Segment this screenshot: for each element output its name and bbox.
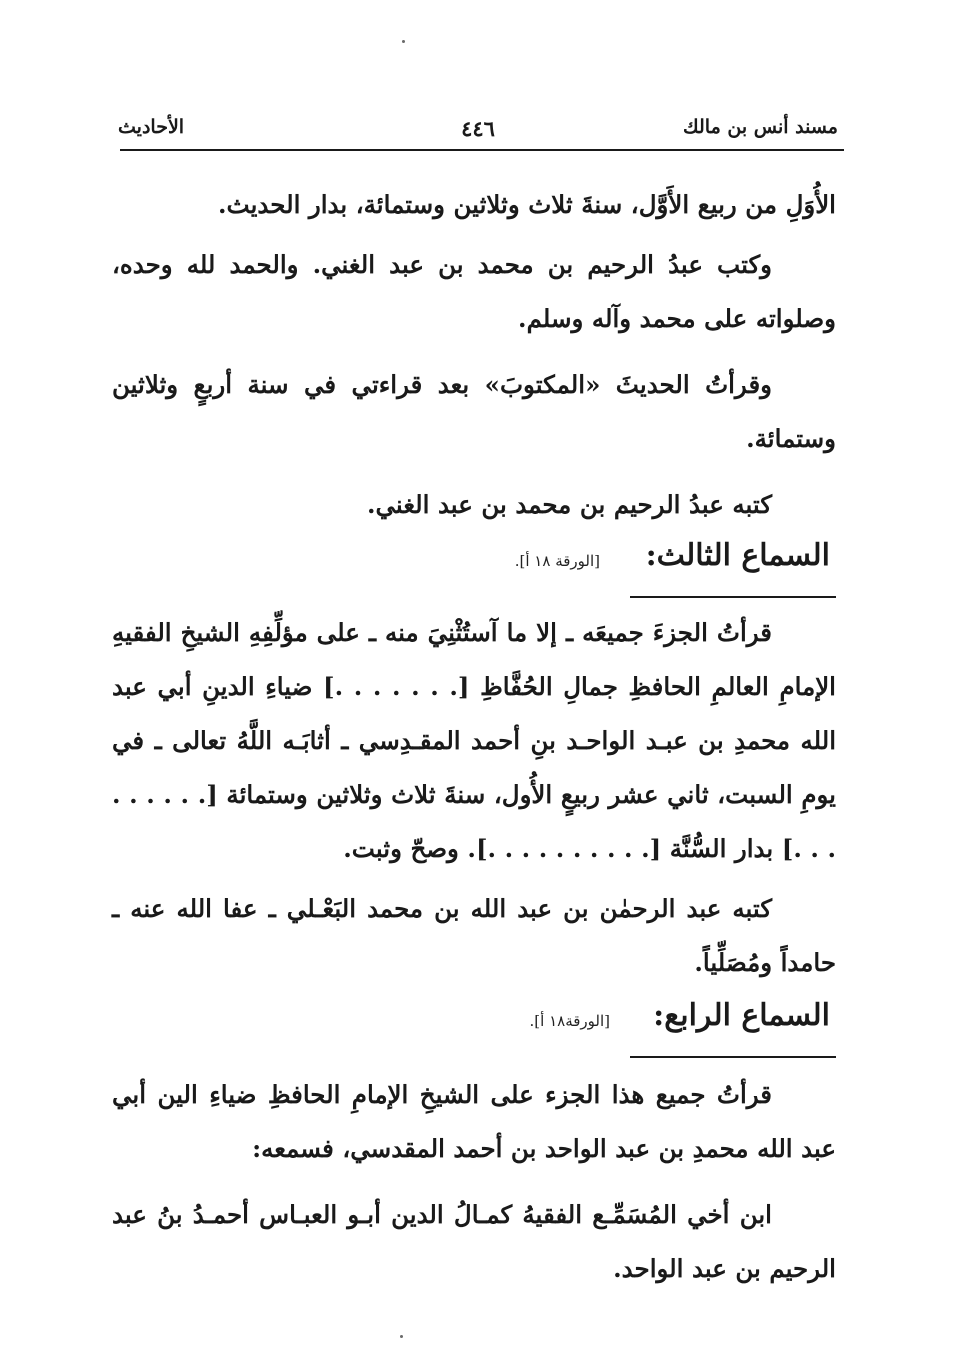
section-heading-third xyxy=(396,538,836,598)
paragraph-2: وكتب عبدُ الرحيم بن محمد بن عبد الغني. والحمد لله وحده، وصلواته على محمد وآله وسلم. xyxy=(112,250,836,333)
section-title-fourth: السماع الرابع: xyxy=(653,998,830,1033)
section-rule-third xyxy=(630,596,836,598)
running-header xyxy=(118,112,838,148)
book-title: مسند أنس بن مالك xyxy=(683,116,838,138)
folio-reference-third: [الورقة ١٨ أ]. xyxy=(514,552,600,570)
folio-reference-fourth: [الورقة١٨ أ]. xyxy=(529,1012,610,1030)
section-title-third: السماع الثالث: xyxy=(645,538,830,573)
section-heading-fourth xyxy=(396,998,836,1058)
paragraph-8: ابن أخي المُسَمِّـع الفقيهُ كمـالُ الدين أبـو العبـاس أحمـدُ بنُ عبد الرحيم بن عبد الواحد. xyxy=(112,1200,836,1283)
paragraph-6: كتبه عبد الرحمٰن بن عبد الله بن محمد البَعْـلي ـ عفا الله عنه ـ حامداً ومُصَلِّياً. xyxy=(112,894,836,977)
paragraph-3: وقرأتُ الحديثَ «المكتوبَ» بعد قراءتي في سنة أربعٍ وثلاثين وستمائة. xyxy=(112,370,836,453)
scan-speck xyxy=(402,40,405,43)
header-rule xyxy=(120,149,844,151)
page-number: ٤٤٦ xyxy=(461,116,495,141)
section-rule-fourth xyxy=(630,1056,836,1058)
scan-speck xyxy=(400,1335,403,1338)
paragraph-7: قرأتُ جميع هذا الجزء على الشيخِ الإمامِ الحافظِ ضياءِ الين أبي عبد الله محمدِ بن عبد الواحد بن أحمد المقدسي، فسمعه: xyxy=(112,1080,836,1163)
section-header-title: الأحاديث xyxy=(118,116,185,138)
paragraph-4: كتبه عبدُ الرحيم بن محمد بن عبد الغني. xyxy=(366,490,772,519)
paragraph-1: الأُوَلِ من ربيع الأَوَّل، سنةَ ثلاث وثلاثين وستمائة، بدار الحديث. xyxy=(218,190,836,219)
paragraph-5: قرأتُ الجزءَ جميعَه ـ إلا ما آستُثْنِيَ منه ـ على مؤلِّفِهِ الشيخِ الفقيهِ الإمامِ العالمِ الحافظِ جمالِ الحُفَّاظِ [. . . . . . .] ضياءِ الدينِ أبي عبد الله محمدِ بن عبـد الواحـد بنِ أحمد المقـدِسي ـ أثابَـه اللَّهُ تعالى ـ في يومِ السبت، ثاني عشر ربيعٍ الأُول، سنةَ ثلاث وثلاثين وستمائة [. . . . . . . . .] بدار السُّنَّة [. . . . . . . . . .]. وصحّ وثبت. xyxy=(112,618,836,863)
